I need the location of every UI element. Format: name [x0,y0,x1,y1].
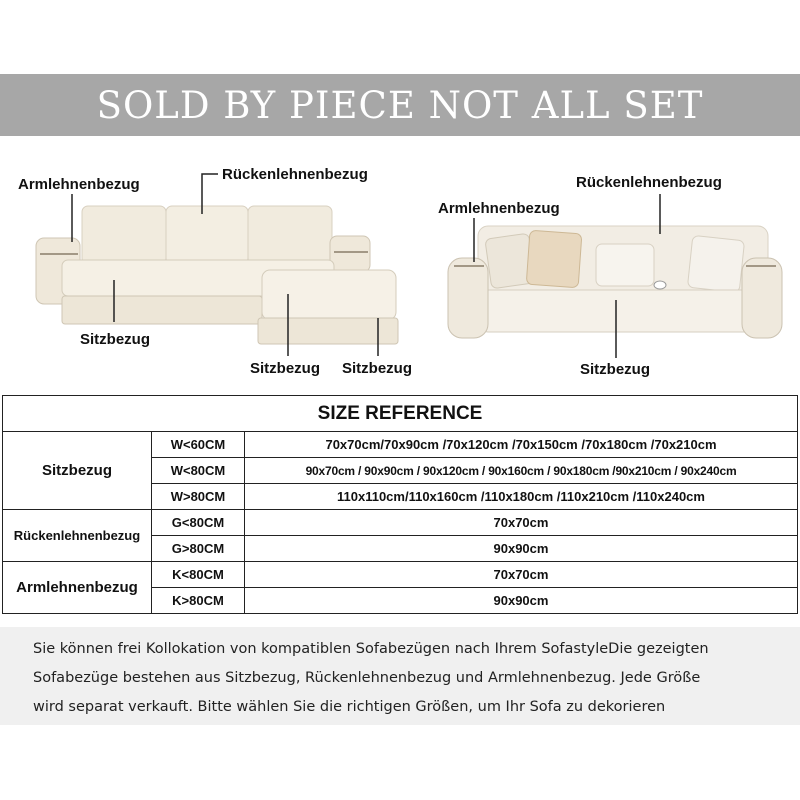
note-line-2: Sofabezüge bestehen aus Sitzbezug, Rückenlehnenbezug und Armlehnenbezug. Jede Größe [33,670,701,686]
sizes-cell: 110x110cm/110x160cm /110x180cm /110x210cm /110x240cm [245,484,798,510]
sizes-cell: 90x90cm [245,536,798,562]
banner-title: SOLD BY PIECE NOT ALL SET [96,83,704,127]
sizes-cell: 90x90cm [245,588,798,614]
right-sofa [448,226,782,338]
left-arm-label: Armlehnenbezug [18,176,140,193]
group-seat: Sitzbezug [3,432,152,510]
sizes-cell: 70x70cm/70x90cm /70x120cm /70x150cm /70x180cm /70x210cm [245,432,798,458]
sofa-illustrations [0,150,800,390]
cond-cell: W<60CM [152,432,245,458]
right-arm-label: Armlehnenbezug [438,200,560,217]
table-row [3,432,798,458]
cond-cell: W<80CM [152,458,245,484]
cond-cell: G<80CM [152,510,245,536]
right-seat-label: Sitzbezug [580,361,650,378]
group-back: Rückenlehnenbezug [3,510,152,562]
sizes-cell: 70x70cm [245,510,798,536]
cond-cell: K<80CM [152,562,245,588]
header-banner [0,74,800,136]
note-line-1: Sie können frei Kollokation von kompatiblen Sofabezügen nach Ihrem SofastyleDie gezeigten [33,641,709,657]
group-arm: Armlehnenbezug [3,562,152,614]
table-row [3,510,798,536]
left-sectional-sofa [36,206,398,344]
cond-cell: K>80CM [152,588,245,614]
table-title: SIZE REFERENCE [3,396,798,432]
cond-cell: W>80CM [152,484,245,510]
sizes-cell: 90x70cm / 90x90cm / 90x120cm / 90x160cm / 90x180cm /90x210cm / 90x240cm [245,458,798,484]
right-back-label: Rückenlehnenbezug [576,174,722,191]
left-chaise-seat-label-2: Sitzbezug [342,360,412,377]
left-back-label: Rückenlehnenbezug [222,166,368,183]
note-text [33,635,793,722]
cond-cell: G>80CM [152,536,245,562]
size-reference-table [2,395,798,614]
table-row [3,562,798,588]
info-note [0,627,800,725]
sizes-cell: 70x70cm [245,562,798,588]
left-seat-label: Sitzbezug [80,331,150,348]
left-chaise-seat-label-1: Sitzbezug [250,360,320,377]
note-line-3: wird separat verkauft. Bitte wählen Sie die richtigen Größen, um Ihr Sofa zu dekorieren [33,699,666,715]
